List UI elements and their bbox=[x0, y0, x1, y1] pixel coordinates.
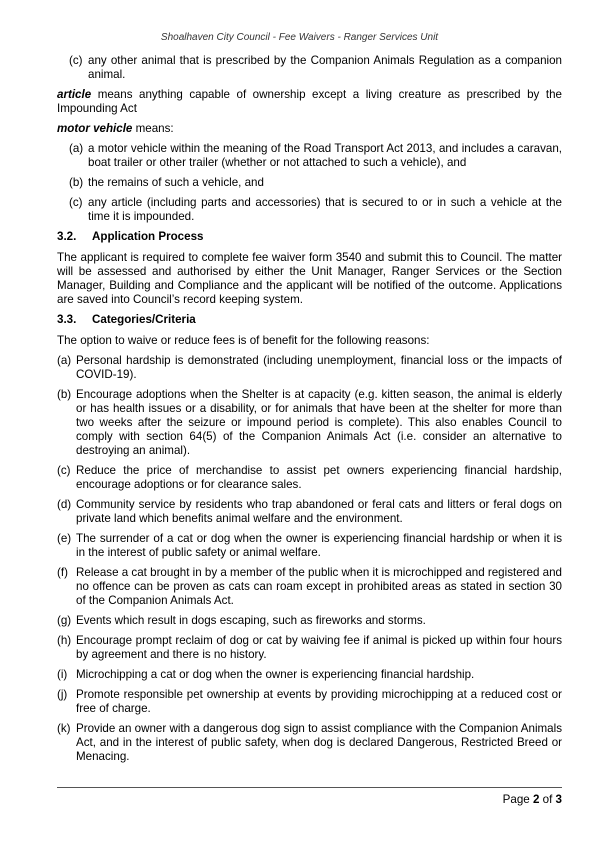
list-label: (c) bbox=[57, 464, 71, 477]
section-number: 3.2. bbox=[57, 230, 77, 243]
definition-motor-vehicle bbox=[57, 122, 562, 136]
list-text: Microchipping a cat or dog when the owner is experiencing financial hardship. bbox=[76, 668, 475, 681]
list-item bbox=[57, 196, 562, 224]
section-intro: The option to waive or reduce fees is of benefit for the following reasons: bbox=[57, 334, 430, 347]
list-label: (a) bbox=[57, 354, 72, 367]
definition-article bbox=[57, 88, 562, 116]
list-item bbox=[57, 176, 562, 190]
list-text: any other animal that is prescribed by the Companion Animals Regulation as a companion animal. bbox=[88, 54, 562, 81]
list-label: (k) bbox=[57, 722, 71, 735]
section-number: 3.3. bbox=[57, 313, 77, 326]
page-content bbox=[57, 54, 562, 770]
list-label: (j) bbox=[57, 688, 68, 701]
list-label: (g) bbox=[57, 614, 72, 627]
list-text: Personal hardship is demonstrated (including unemployment, financial loss or the impacts of COVID-19). bbox=[76, 354, 562, 381]
list-text: Community service by residents who trap abandoned or feral cats and litters or feral dogs on private land which benefits animal welfare and the environment. bbox=[76, 498, 562, 525]
list-label: (c) bbox=[69, 196, 83, 209]
section-paragraph: The applicant is required to complete fee waiver form 3540 and submit this to Council. The matter will be assessed and authorised by either the Unit Manager, Ranger Services or the Section Manager, Building and Compliance and the applicant will be notified of the outcome. Applications are saved into Council’s record keeping system. bbox=[57, 251, 562, 306]
list-label: (d) bbox=[57, 498, 72, 511]
list-item bbox=[57, 532, 562, 560]
list-text: Reduce the price of merchandise to assist pet owners experiencing financial hardship, encourage adoptions or for clearance sales. bbox=[76, 464, 562, 491]
list-label: (e) bbox=[57, 532, 72, 545]
list-item bbox=[57, 388, 562, 458]
page-middle: of bbox=[539, 793, 556, 806]
list-text: a motor vehicle within the meaning of the Road Transport Act 2013, and includes a caravan, boat trailer or other trailer (whether or not attached to such a vehicle), and bbox=[88, 142, 562, 169]
list-item bbox=[57, 688, 562, 716]
section-heading-3-3 bbox=[57, 313, 562, 327]
list-text: Encourage adoptions when the Shelter is at capacity (e.g. kitten season, the animal is elderly or has health issues or a disability, or for animals that have been at the shelter for more than two weeks after the seizure or impound period is complete). This also enables Council to comply with section 64(5) of the Companion Animals Act (i.e. consider an alternative to destroying an animal). bbox=[76, 388, 562, 457]
section-heading-3-2 bbox=[57, 230, 562, 244]
list-item bbox=[57, 464, 562, 492]
list-label: (b) bbox=[57, 388, 72, 401]
section-title: Application Process bbox=[92, 230, 204, 243]
list-item bbox=[57, 566, 562, 608]
list-text: Encourage prompt reclaim of dog or cat by waiving fee if animal is picked up within four hours by agreement and there is no history. bbox=[76, 634, 562, 661]
page-prefix: Page bbox=[502, 793, 533, 806]
list-item bbox=[57, 54, 562, 82]
list-text: The surrender of a cat or dog when the owner is experiencing financial hardship or when it is in the interest of public safety or animal welfare. bbox=[76, 532, 562, 559]
list-label: (a) bbox=[69, 142, 84, 155]
page-number bbox=[503, 793, 562, 806]
list-text: Provide an owner with a dangerous dog sign to assist compliance with the Companion Animals Act, and in the interest of public safety, when dog is declared Dangerous, Restricted Breed or Menacing. bbox=[76, 722, 562, 763]
definition-text: means: bbox=[132, 122, 174, 135]
definition-text: means anything capable of ownership except a living creature as prescribed by the Impounding Act bbox=[57, 88, 562, 115]
list-text: any article (including parts and accessories) that is secured to or in such a vehicle at the time it is impounded. bbox=[88, 196, 562, 223]
list-item bbox=[57, 498, 562, 526]
list-label: (b) bbox=[69, 176, 84, 189]
page-total: 3 bbox=[555, 793, 562, 806]
list-item bbox=[57, 142, 562, 170]
list-item bbox=[57, 614, 562, 628]
list-label: (h) bbox=[57, 634, 72, 647]
list-text: Release a cat brought in by a member of the public when it is microchipped and registered and no offence can be proven as cats can roam except in prohibited areas as stated in section 30 of the Companion Animals Act. bbox=[76, 566, 562, 607]
list-item bbox=[57, 722, 562, 764]
definition-term: article bbox=[57, 88, 92, 101]
running-header: Shoalhaven City Council - Fee Waivers - Ranger Services Unit bbox=[160, 32, 439, 43]
list-item bbox=[57, 668, 562, 682]
page-current: 2 bbox=[532, 793, 540, 806]
list-label: (f) bbox=[57, 566, 68, 579]
list-text: the remains of such a vehicle, and bbox=[88, 176, 264, 189]
footer-divider bbox=[57, 787, 562, 788]
list-text: Events which result in dogs escaping, such as fireworks and storms. bbox=[76, 614, 426, 627]
definition-term: motor vehicle bbox=[57, 122, 133, 135]
list-item bbox=[57, 354, 562, 382]
list-label: (c) bbox=[69, 54, 83, 67]
list-item bbox=[57, 634, 562, 662]
list-text: Promote responsible pet ownership at events by providing microchipping at a reduced cost or free of charge. bbox=[76, 688, 562, 715]
list-label: (i) bbox=[57, 668, 68, 681]
section-title: Categories/Criteria bbox=[92, 313, 196, 326]
